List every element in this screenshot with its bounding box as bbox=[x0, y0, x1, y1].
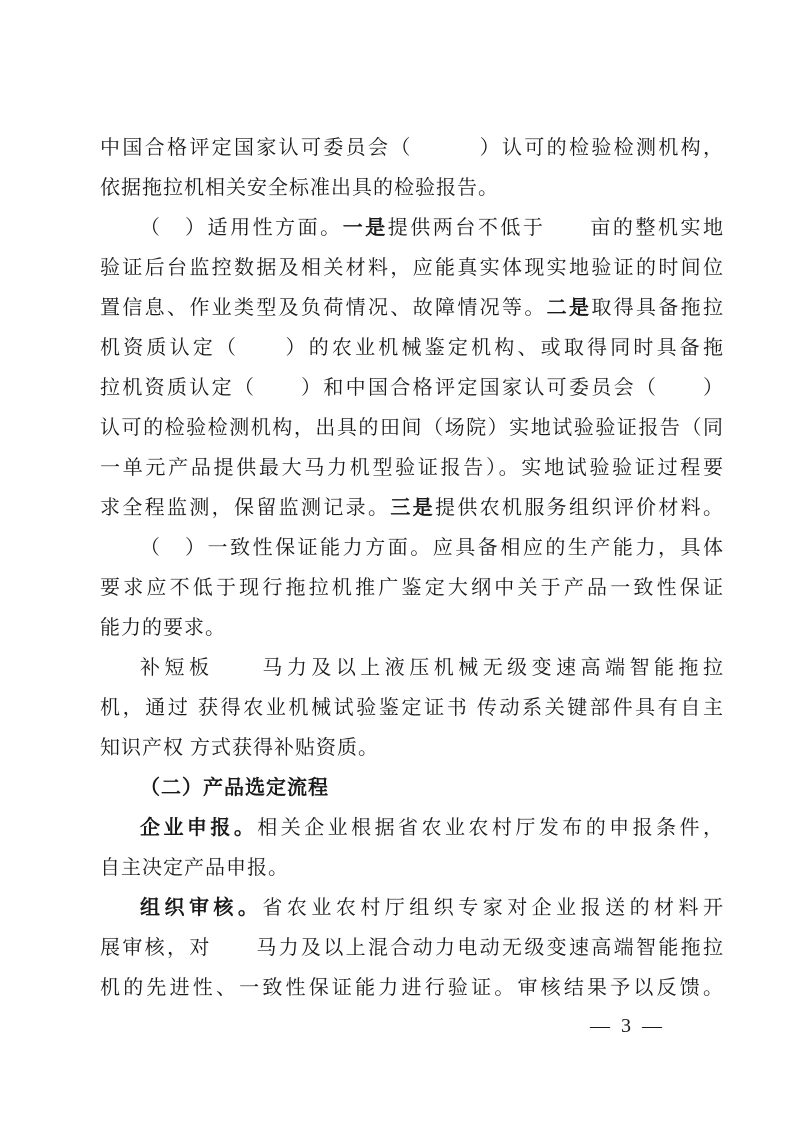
text-segment: 置信息、作业类型及负荷情况、故障情况等。 bbox=[100, 297, 547, 319]
text-line bbox=[100, 688, 724, 728]
text-segment: 求全程监测，保留监测记录。 bbox=[100, 497, 391, 519]
text-line bbox=[100, 248, 724, 288]
page-number: — 3 — bbox=[590, 1015, 665, 1037]
text-segment: 中国合格评定国家认可委员会（ ）认可的检验检测机构， bbox=[100, 137, 724, 159]
text-segment: 补短板 马力及以上液压机械无级变速高端智能拖拉 bbox=[140, 657, 724, 679]
text-segment: 知识产权 方式获得补贴资质。 bbox=[100, 737, 379, 759]
text-segment: （二）产品选定流程 bbox=[140, 777, 329, 799]
text-segment: （ ）适用性方面。 bbox=[140, 217, 343, 239]
text-segment: 取得具备拖拉 bbox=[591, 297, 725, 319]
text-line bbox=[100, 128, 724, 168]
text-line bbox=[100, 408, 724, 448]
text-line bbox=[100, 208, 724, 248]
text-line bbox=[100, 568, 724, 608]
text-segment: 机资质认定（ ）的农业机械鉴定机构、或取得同时具备拖 bbox=[100, 337, 724, 359]
emphasis-text: 企业申报。 bbox=[140, 817, 258, 839]
text-line bbox=[100, 328, 724, 368]
document-body bbox=[100, 128, 724, 1008]
text-segment: 相关企业根据省农业农村厅发布的申报条件， bbox=[257, 817, 725, 839]
text-segment: 省农业农村厅组织专家对企业报送的材料开 bbox=[262, 897, 725, 919]
text-segment: 能力的要求。 bbox=[100, 617, 226, 639]
text-line bbox=[100, 288, 724, 328]
text-segment: 依据拖拉机相关安全标准出具的检验报告。 bbox=[100, 177, 499, 199]
text-line bbox=[100, 648, 724, 688]
text-segment: 提供农机服务组织评价材料。 bbox=[435, 497, 725, 519]
text-segment: 自主决定产品申报。 bbox=[100, 857, 289, 879]
emphasis-text: 一是 bbox=[342, 217, 388, 239]
emphasis-text: 三是 bbox=[390, 497, 436, 519]
text-line bbox=[100, 928, 724, 968]
text-line bbox=[100, 888, 724, 928]
text-line bbox=[100, 448, 724, 488]
text-segment: 认可的检验检测机构，出具的田间（场院）实地试验验证报告（同 bbox=[100, 417, 724, 439]
text-line bbox=[100, 968, 724, 1008]
text-segment: （ ）一致性保证能力方面。应具备相应的生产能力，具体 bbox=[140, 537, 724, 559]
text-line bbox=[100, 168, 724, 208]
text-line bbox=[100, 608, 724, 648]
text-segment: 提供两台不低于 亩的整机实地 bbox=[387, 217, 725, 239]
text-line bbox=[100, 848, 724, 888]
text-line bbox=[100, 768, 724, 808]
text-line bbox=[100, 488, 724, 528]
text-segment: 拉机资质认定（ ）和中国合格评定国家认可委员会（ ） bbox=[100, 377, 724, 399]
text-line bbox=[100, 728, 724, 768]
text-segment: 验证后台监控数据及相关材料，应能真实体现实地验证的时间位 bbox=[100, 257, 724, 279]
text-segment: 机的先进性、一致性保证能力进行验证。审核结果予以反馈。 bbox=[100, 977, 724, 999]
text-line bbox=[100, 368, 724, 408]
emphasis-text: 二是 bbox=[546, 297, 592, 319]
text-line bbox=[100, 528, 724, 568]
emphasis-text: 组织审核。 bbox=[140, 897, 263, 919]
text-line bbox=[100, 808, 724, 848]
text-segment: 要求应不低于现行拖拉机推广鉴定大纲中关于产品一致性保证 bbox=[100, 577, 724, 599]
text-segment: 机，通过 获得农业机械试验鉴定证书 传动系关键部件具有自主 bbox=[100, 697, 724, 719]
text-segment: 一单元产品提供最大马力机型验证报告）。实地试验验证过程要 bbox=[100, 457, 724, 479]
text-segment: 展审核，对 马力及以上混合动力电动无级变速高端智能拖拉 bbox=[100, 937, 724, 959]
